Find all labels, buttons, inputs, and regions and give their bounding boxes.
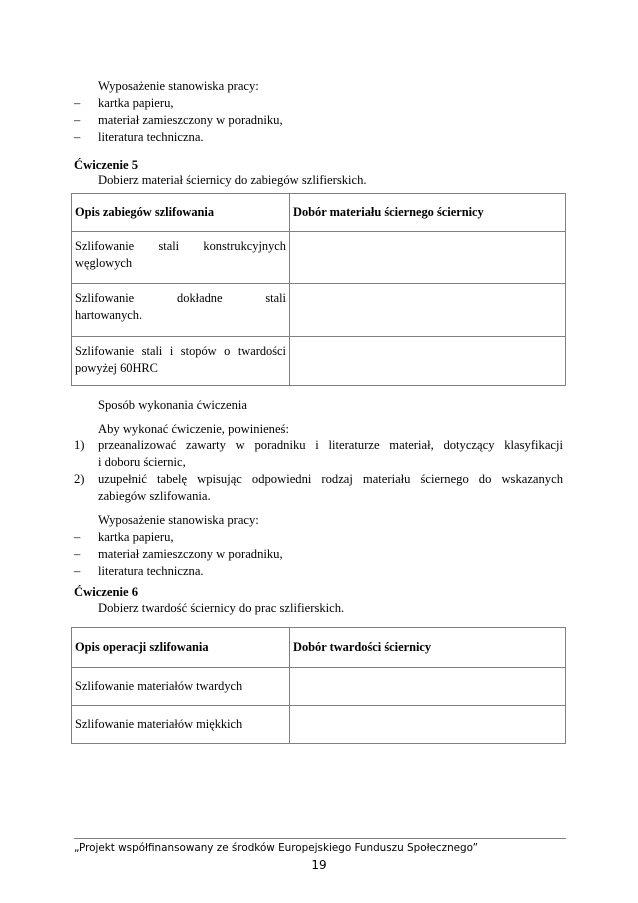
table-cell-description: Szlifowanie materiałów miękkich (72, 706, 290, 744)
method-title: Sposób wykonania ćwiczenia (98, 398, 247, 412)
step-text: i doboru ściernic, (98, 455, 186, 469)
table-header-cell: Dobór twardości ściernicy (290, 628, 566, 668)
table-row (72, 337, 566, 386)
table-header-row (72, 628, 566, 668)
step-text: uzupełnić tabelę wpisując odpowiedni rodzaj materiału ściernego do wskazanych (98, 472, 563, 486)
list-item-text: kartka papieru, (98, 96, 174, 110)
table-cell-description: Szlifowanie stali konstrukcyjnych węglowych (72, 232, 290, 284)
table-cell-answer[interactable] (290, 668, 566, 706)
table-cell-answer[interactable] (290, 284, 566, 337)
table-row (72, 284, 566, 337)
equipment-title: Wyposażenie stanowiska pracy: (98, 79, 259, 93)
table-cell-answer[interactable] (290, 232, 566, 284)
step-text: przeanalizować zawarty w poradniku i literaturze materiał, dotyczący klasyfikacji (98, 438, 563, 452)
steps-intro: Aby wykonać ćwiczenie, powinieneś: (98, 422, 289, 436)
exercise-5-instruction: Dobierz materiał ściernicy do zabiegów szlifierskich. (98, 173, 367, 187)
exercise-5-table (71, 193, 566, 386)
page-number: 19 (311, 858, 327, 872)
table-cell-answer[interactable] (290, 337, 566, 386)
step-number: 2) (74, 472, 85, 486)
exercise-6-heading: Ćwiczenie 6 (74, 585, 138, 599)
table-cell-description: Szlifowanie materiałów twardych (72, 668, 290, 706)
step-number: 1) (74, 438, 85, 452)
table-cell-description: Szlifowanie dokładne stali hartowanych. (72, 284, 290, 337)
table-cell-answer[interactable] (290, 706, 566, 744)
table-header-row (72, 194, 566, 232)
list-item-text: materiał zamieszczony w poradniku, (98, 113, 283, 127)
table-header-cell: Opis operacji szlifowania (72, 628, 290, 668)
list-item-text: literatura techniczna. (98, 564, 204, 578)
list-item-text: literatura techniczna. (98, 130, 204, 144)
footer-text: „Projekt współfinansowany ze środków Europejskiego Funduszu Społecznego” (74, 842, 479, 854)
table-row (72, 232, 566, 284)
exercise-5-heading: Ćwiczenie 5 (74, 158, 138, 172)
step-text: zabiegów szlifowania. (98, 489, 211, 503)
footer-divider (74, 838, 566, 839)
table-header-cell: Opis zabiegów szlifowania (72, 194, 290, 232)
exercise-6-table (71, 627, 566, 744)
table-row (72, 668, 566, 706)
table-row (72, 706, 566, 744)
list-item-text: kartka papieru, (98, 530, 174, 544)
equipment-title: Wyposażenie stanowiska pracy: (98, 513, 259, 527)
list-item-text: materiał zamieszczony w poradniku, (98, 547, 283, 561)
table-cell-description: Szlifowanie stali i stopów o twardości powyżej 60HRC (72, 337, 290, 386)
list-item (74, 437, 563, 471)
table-header-cell: Dobór materiału ściernego ściernicy (290, 194, 566, 232)
list-item (74, 471, 563, 505)
exercise-6-instruction: Dobierz twardość ściernicy do prac szlifierskich. (98, 601, 345, 615)
